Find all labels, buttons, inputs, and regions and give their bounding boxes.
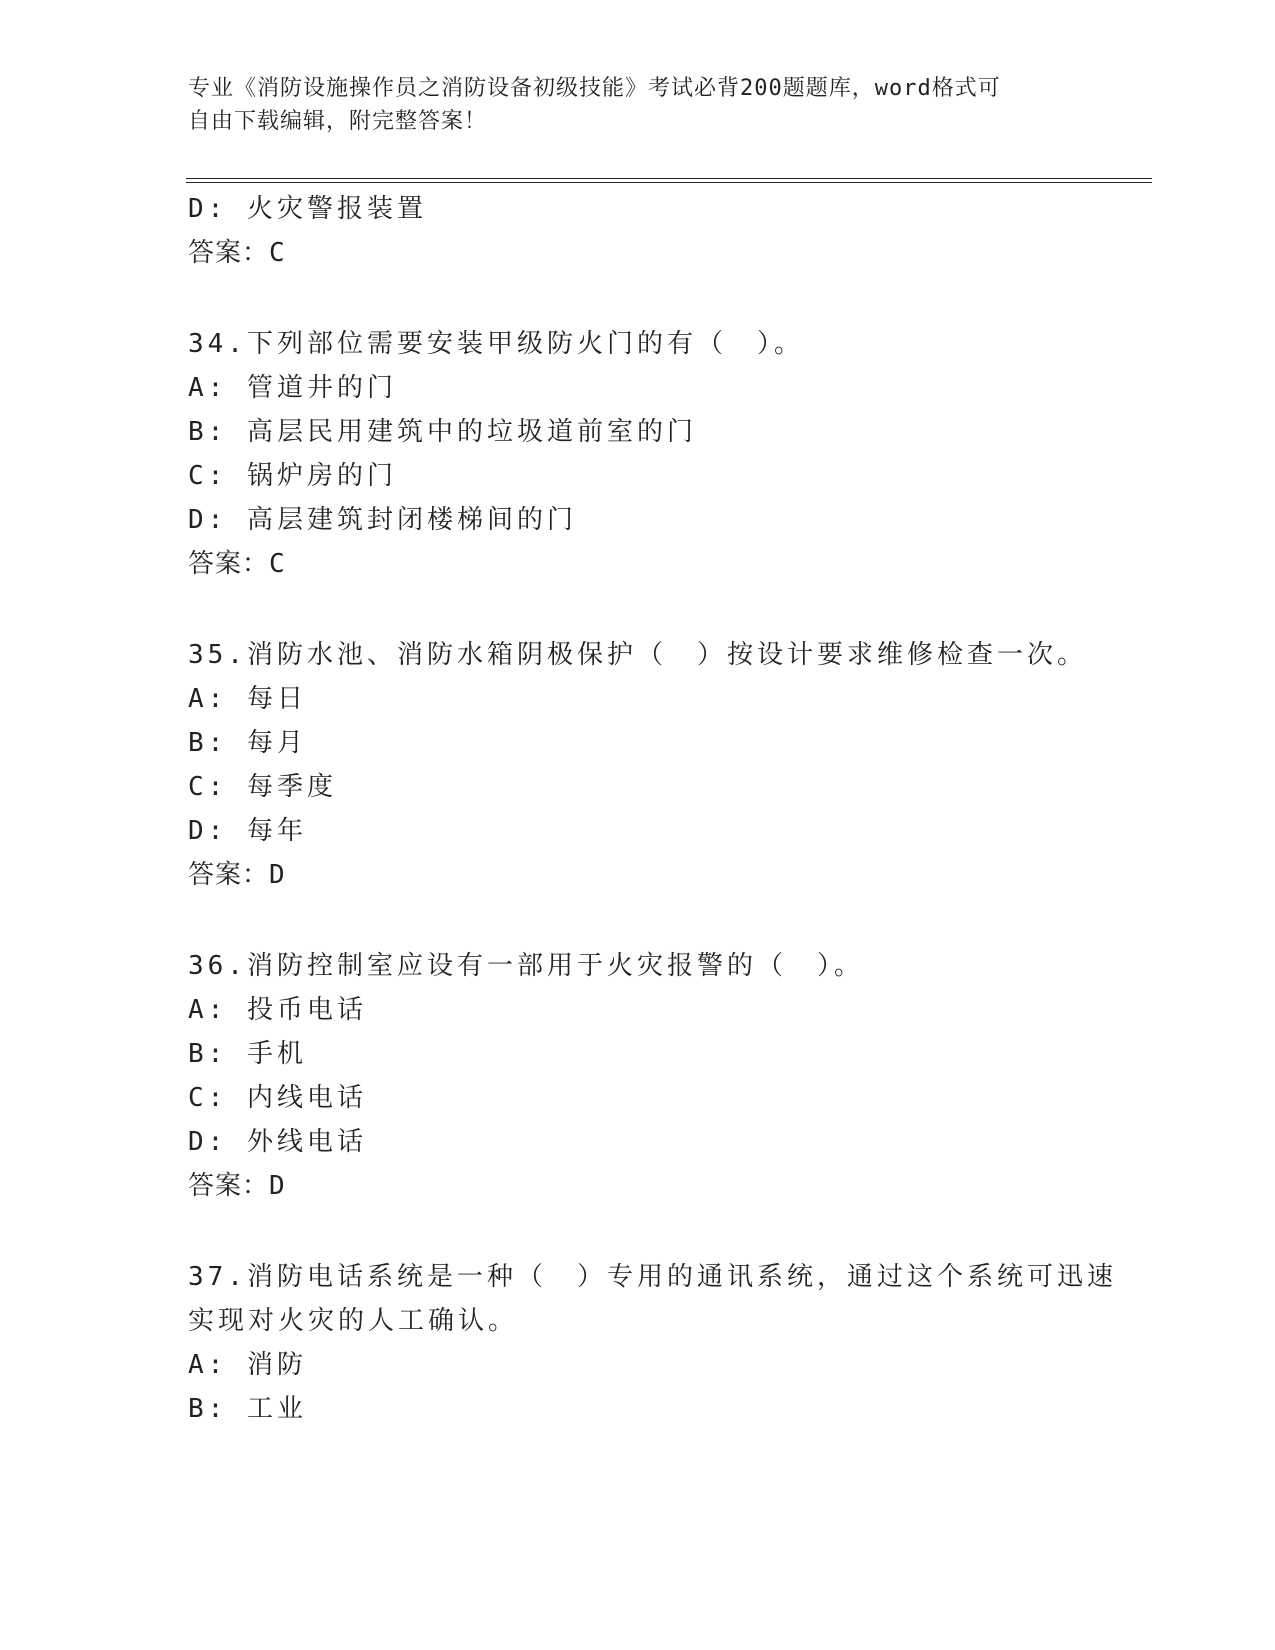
q36-option-b: B: 手机 (188, 1039, 307, 1069)
q35-option-d: D: 每年 (188, 816, 307, 846)
q37-option-b: B: 工业 (188, 1394, 307, 1424)
q37-option-a: A: 消防 (188, 1350, 307, 1380)
q35-option-b: B: 每月 (188, 728, 307, 758)
q34-option-c: C: 锅炉房的门 (188, 461, 397, 491)
q37-stem-line-2: 实现对火灾的人工确认。 (188, 1306, 519, 1336)
prev-answer: 答案：C (188, 238, 286, 268)
q36-option-c: C: 内线电话 (188, 1083, 367, 1113)
q35-answer: 答案：D (188, 860, 286, 890)
header-line-2: 自由下载编辑，附完整答案！ (188, 109, 488, 134)
q35-stem: 35.消防水池、消防水箱阴极保护（ ）按设计要求维修检查一次。 (188, 640, 1087, 670)
q36-answer: 答案：D (188, 1171, 286, 1201)
document-header (188, 72, 1068, 138)
q34-option-a: A: 管道井的门 (188, 373, 397, 403)
q36-option-a: A: 投币电话 (188, 995, 367, 1025)
q36-stem: 36.消防控制室应设有一部用于火灾报警的（ ）。 (188, 951, 864, 981)
q34-answer: 答案：C (188, 549, 286, 579)
q37-stem-line-1: 37.消防电话系统是一种（ ）专用的通讯系统，通过这个系统可迅速 (188, 1262, 1117, 1292)
q34-stem: 34.下列部位需要安装甲级防火门的有（ ）。 (188, 329, 804, 359)
q34-option-d: D: 高层建筑封闭楼梯间的门 (188, 505, 577, 535)
q35-option-c: C: 每季度 (188, 772, 337, 802)
header-line-1: 专业《消防设施操作员之消防设备初级技能》考试必背200题题库，word格式可 (188, 76, 1001, 101)
header-divider (186, 178, 1152, 183)
prev-option-d: D: 火灾警报装置 (188, 194, 427, 224)
q35-option-a: A: 每日 (188, 684, 307, 714)
q36-option-d: D: 外线电话 (188, 1127, 367, 1157)
q34-option-b: B: 高层民用建筑中的垃圾道前室的门 (188, 417, 697, 447)
